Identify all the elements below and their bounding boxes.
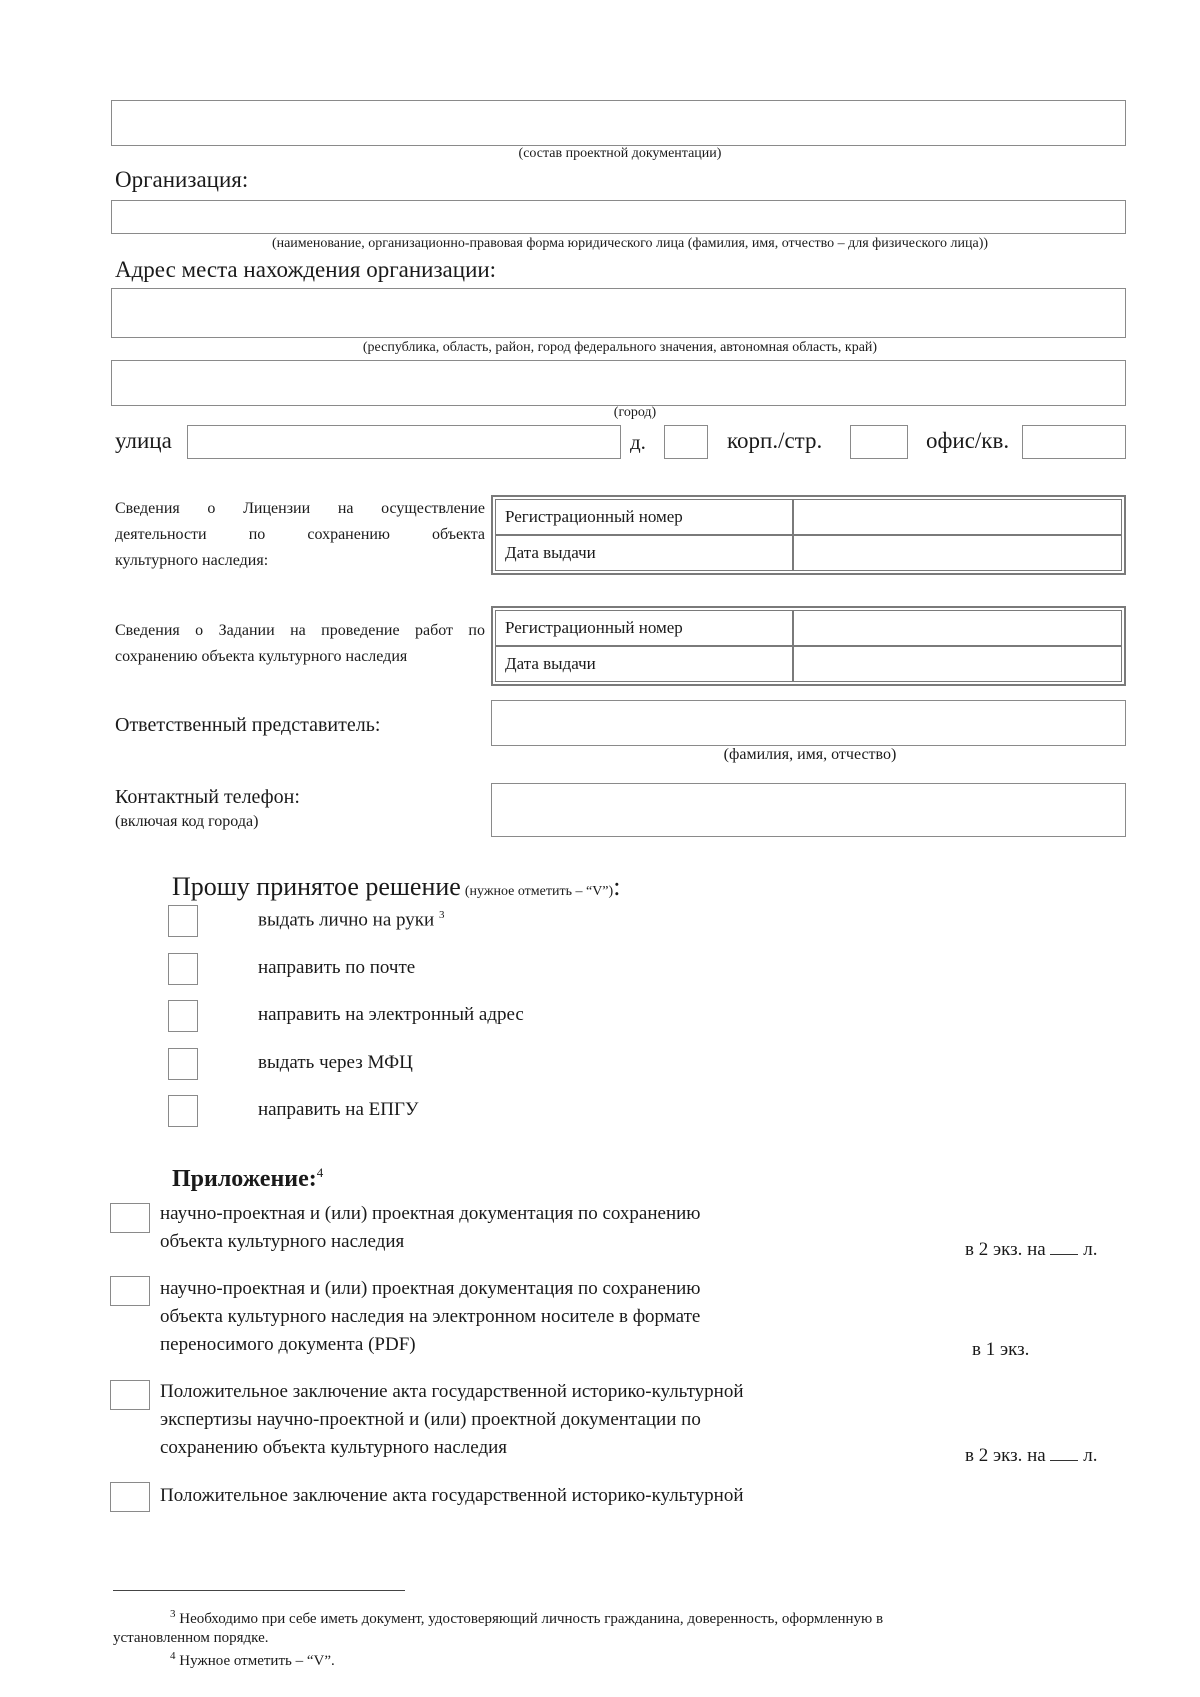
attachment-1-checkbox[interactable] — [110, 1203, 150, 1233]
option-epgu-label: направить на ЕПГУ — [258, 1099, 419, 1120]
option-mfc-checkbox[interactable] — [168, 1048, 198, 1080]
option-by-mail-label: направить по почте — [258, 957, 416, 978]
attachment-1-qty-text: в 2 экз. на — [965, 1239, 1046, 1260]
attachment-3-line2: экспертизы научно-проектной и (или) проектной документации по — [160, 1409, 701, 1430]
option-in-person-checkbox[interactable] — [168, 905, 198, 937]
footnote-4-text: Нужное отметить – “V”. — [179, 1653, 335, 1669]
representative-label: Ответственный представитель: — [115, 714, 381, 736]
attachment-3-quantity — [965, 1442, 1097, 1467]
license-label-line2: деятельности по сохранению объекта — [115, 526, 485, 543]
house-input[interactable] — [664, 425, 708, 459]
phone-input[interactable] — [491, 783, 1126, 837]
street-input[interactable] — [187, 425, 621, 459]
attachment-3-unit: л. — [1083, 1445, 1098, 1466]
footnote-3 — [113, 1605, 1123, 1648]
attachment-2-text — [160, 1275, 700, 1359]
attachment-3-line1: Положительное заключение акта государственной историко-культурной — [160, 1381, 744, 1402]
assignment-label-line1: Сведения о Задании на проведение работ по — [115, 622, 485, 639]
option-by-mail-checkbox[interactable] — [168, 953, 198, 985]
attachment-1-quantity — [965, 1236, 1097, 1261]
license-label — [115, 496, 485, 574]
license-table — [491, 495, 1126, 575]
option-email-checkbox[interactable] — [168, 1000, 198, 1032]
organization-caption: (наименование, организационно-правовая форма юридического лица (фамилия, имя, отчество – для физического лица)) — [271, 236, 989, 251]
region-caption: (республика, область, район, город федерального значения, автономная область, край) — [362, 340, 878, 355]
representative-caption: (фамилия, имя, отчество) — [723, 746, 897, 763]
city-caption: (город) — [613, 405, 657, 420]
assignment-issue-date-label: Дата выдачи — [495, 646, 793, 682]
option-in-person-label — [258, 909, 444, 931]
license-issue-date-input[interactable] — [793, 535, 1122, 571]
region-input[interactable] — [111, 288, 1126, 338]
street-label: улица — [115, 428, 172, 453]
option-mfc-label: выдать через МФЦ — [258, 1052, 413, 1073]
footnote-4 — [170, 1647, 335, 1671]
attachment-4-checkbox[interactable] — [110, 1482, 150, 1512]
attachment-1-unit: л. — [1083, 1239, 1098, 1260]
decision-heading — [172, 872, 620, 902]
footnote-3-line2: установленном порядке. — [113, 1630, 269, 1646]
attachments-footnote-mark: 4 — [316, 1165, 324, 1180]
footnote-3-line1 — [113, 1605, 1123, 1629]
office-label: офис/кв. — [926, 428, 1010, 453]
address-label: Адрес места нахождения организации: — [115, 257, 497, 282]
license-reg-number-input[interactable] — [793, 499, 1122, 535]
office-input[interactable] — [1022, 425, 1126, 459]
house-label: д. — [630, 430, 646, 454]
footnote-3-mark: 3 — [170, 1608, 176, 1620]
assignment-issue-date-input[interactable] — [793, 646, 1122, 682]
license-issue-date-label: Дата выдачи — [495, 535, 793, 571]
license-label-line1: Сведения о Лицензии на осуществление — [115, 500, 485, 517]
attachment-3-checkbox[interactable] — [110, 1380, 150, 1410]
attachment-4-line1: Положительное заключение акта государственной историко-культурной — [160, 1485, 744, 1506]
building-label: корп./стр. — [727, 428, 823, 453]
decision-colon: : — [613, 872, 621, 901]
decision-note: (нужное отметить – “V”) — [464, 884, 614, 899]
city-input[interactable] — [111, 360, 1126, 406]
attachment-2-quantity: в 1 экз. — [972, 1339, 1030, 1360]
assignment-table — [491, 606, 1126, 686]
attachment-2-line3: переносимого документа (PDF) — [160, 1334, 416, 1355]
phone-label: Контактный телефон: — [115, 786, 300, 808]
attachment-1-line2: объекта культурного наследия — [160, 1231, 405, 1252]
organization-input[interactable] — [111, 200, 1126, 234]
attachments-title: Приложение: — [172, 1166, 317, 1192]
attachment-1-line1: научно-проектная и (или) проектная документация по сохранению — [160, 1203, 701, 1224]
attachment-3-text — [160, 1378, 744, 1462]
decision-title: Прошу принятое решение — [172, 872, 461, 901]
license-reg-number-label: Регистрационный номер — [495, 499, 793, 535]
option-email-label: направить на электронный адрес — [258, 1004, 524, 1025]
attachment-1-text — [160, 1200, 700, 1256]
attachment-2-checkbox[interactable] — [110, 1276, 150, 1306]
footnote-3-text: Необходимо при себе иметь документ, удостоверяющий личность гражданина, доверенность, оформленную в — [179, 1611, 884, 1627]
option-in-person-text: выдать лично на руки — [258, 909, 435, 931]
assignment-label-line2: сохранению объекта культурного наследия — [115, 648, 408, 665]
footnote-4-mark: 4 — [170, 1650, 176, 1662]
attachment-2-line2: объекта культурного наследия на электронном носителе в формате — [160, 1306, 701, 1327]
assignment-reg-number-input[interactable] — [793, 610, 1122, 646]
footnote-divider — [113, 1590, 405, 1591]
option-in-person-footnote-mark: 3 — [438, 909, 445, 921]
attachment-2-line1: научно-проектная и (или) проектная документация по сохранению — [160, 1278, 701, 1299]
assignment-label — [115, 618, 485, 670]
attachment-4-text — [160, 1482, 744, 1510]
project-docs-input[interactable] — [111, 100, 1126, 146]
license-label-line3: культурного наследия: — [115, 552, 269, 569]
attachment-1-pages-blank[interactable] — [1050, 1236, 1078, 1255]
assignment-reg-number-label: Регистрационный номер — [495, 610, 793, 646]
representative-input[interactable] — [491, 700, 1126, 746]
attachment-3-line3: сохранению объекта культурного наследия — [160, 1437, 508, 1458]
attachment-3-qty-text: в 2 экз. на — [965, 1445, 1046, 1466]
phone-sublabel: (включая код города) — [115, 813, 259, 830]
attachments-heading — [172, 1165, 323, 1193]
attachment-3-pages-blank[interactable] — [1050, 1442, 1078, 1461]
organization-label: Организация: — [115, 167, 249, 192]
option-epgu-checkbox[interactable] — [168, 1095, 198, 1127]
project-docs-caption: (состав проектной документации) — [518, 146, 722, 161]
building-input[interactable] — [850, 425, 908, 459]
